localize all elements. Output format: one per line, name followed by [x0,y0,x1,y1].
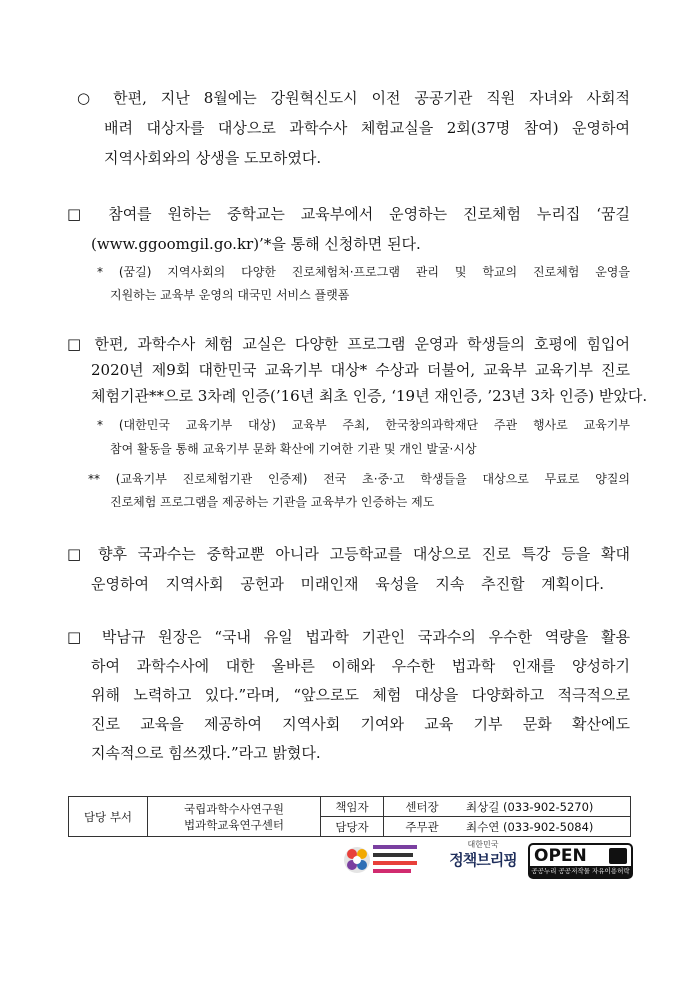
text-line: 하여 과학수사에 대한 올바른 이해와 우수한 법과학 인재를 양성하기 [91,657,630,675]
footnote-line: 참여 활동을 통해 교육기부 문화 확산에 기여한 기관 및 개인 발굴·시상 [110,442,477,456]
person-cell: 최상길 (033-902-5270) [460,797,631,817]
text-line: □ 참여를 원하는 중학교는 교육부에서 운영하는 진로체험 누리집 ‘꿈길 [67,205,630,223]
text-line: □ 한편, 과학수사 체험 교실은 다양한 프로그램 운영과 학생들의 호평에 힘입어 [67,335,630,353]
title-cell: 센터장 [384,797,461,817]
text-line: 진로 교육을 제공하여 지역사회 기여와 교육 기부 문화 확산에도 [91,715,630,733]
dept-name-line: 법과학교육연구센터 [184,817,284,832]
open-license-logo [528,843,633,879]
text-line: 체험기관**으로 3차례 인증(’16년 최초 인증, ‘19년 재인증, ’23년 3차 인증) 받았다. [91,387,648,405]
footnote-line: 지원하는 교육부 운영의 대국민 서비스 플랫폼 [110,288,350,302]
title-cell: 주무관 [384,817,461,837]
human-rights-logo [343,840,421,880]
text-line: 배려 대상자를 대상으로 과학수사 체험교실을 2회(37명 참여) 운영하여 [104,119,630,137]
dept-label: 담당 부서 [69,797,148,837]
footnote-line: 진로체험 프로그램을 제공하는 기관을 교육부가 인증하는 제도 [110,495,435,509]
contact-table [68,796,631,837]
human-rights-logo-image [343,840,421,880]
text-line: 운영하여 지역사회 공헌과 미래인재 육성을 지속 추진할 계획이다. [91,575,604,593]
policy-briefing-logo [444,840,522,880]
role-cell: 담당자 [321,817,384,837]
open-sub-label: 공공누리 공공저작물 자유이용허락 [531,867,630,875]
text-line: 지속적으로 힘쓰겠다.”라고 밝혔다. [91,744,321,762]
policy-briefing-top: 대한민국 [467,840,499,849]
footnote-line: * (대한민국 교육기부 대상) 교육부 주최, 한국창의과학재단 주관 행사로 교육기부 [97,418,630,432]
role-cell: 책임자 [321,797,384,817]
footnote-line: ** (교육기부 진로체험기관 인증제) 전국 초·중·고 학생들을 대상으로 무료로 양질의 [88,472,630,486]
text-line: 지역사회와의 상생을 도모하였다. [104,149,322,167]
person-cell: 최수연 (033-902-5084) [460,817,631,837]
text-line: □ 향후 국과수는 중학교뿐 아니라 고등학교를 대상으로 진로 특강 등을 확대 [67,545,630,563]
text-line: □ 박남규 원장은 “국내 유일 법과학 기관인 국과수의 우수한 역량을 활용 [67,628,630,646]
text-line: ○ 한편, 지난 8월에는 강원혁신도시 이전 공공기관 직원 자녀와 사회적 [77,89,630,107]
footnote-line: * (꿈길) 지역사회의 다양한 진로체험처·프로그램 관리 및 학교의 진로체험 운영을 [97,265,630,279]
text-line: 2020년 제9회 대한민국 교육기부 대상* 수상과 더불어, 교육부 교육기부 진로 [91,361,630,379]
dept-name [148,797,321,837]
open-label: OPEN [534,846,587,866]
license-icon [609,848,627,864]
text-line: 위해 노력하고 있다.”라며, “앞으로도 체험 대상을 다양화하고 적극적으로 [91,686,630,704]
dept-name-line: 국립과학수사연구원 [184,801,284,816]
text-line: (www.ggoomgil.go.kr)’*을 통해 신청하면 된다. [91,235,421,253]
policy-briefing-title: 정책브리핑 [449,851,517,869]
